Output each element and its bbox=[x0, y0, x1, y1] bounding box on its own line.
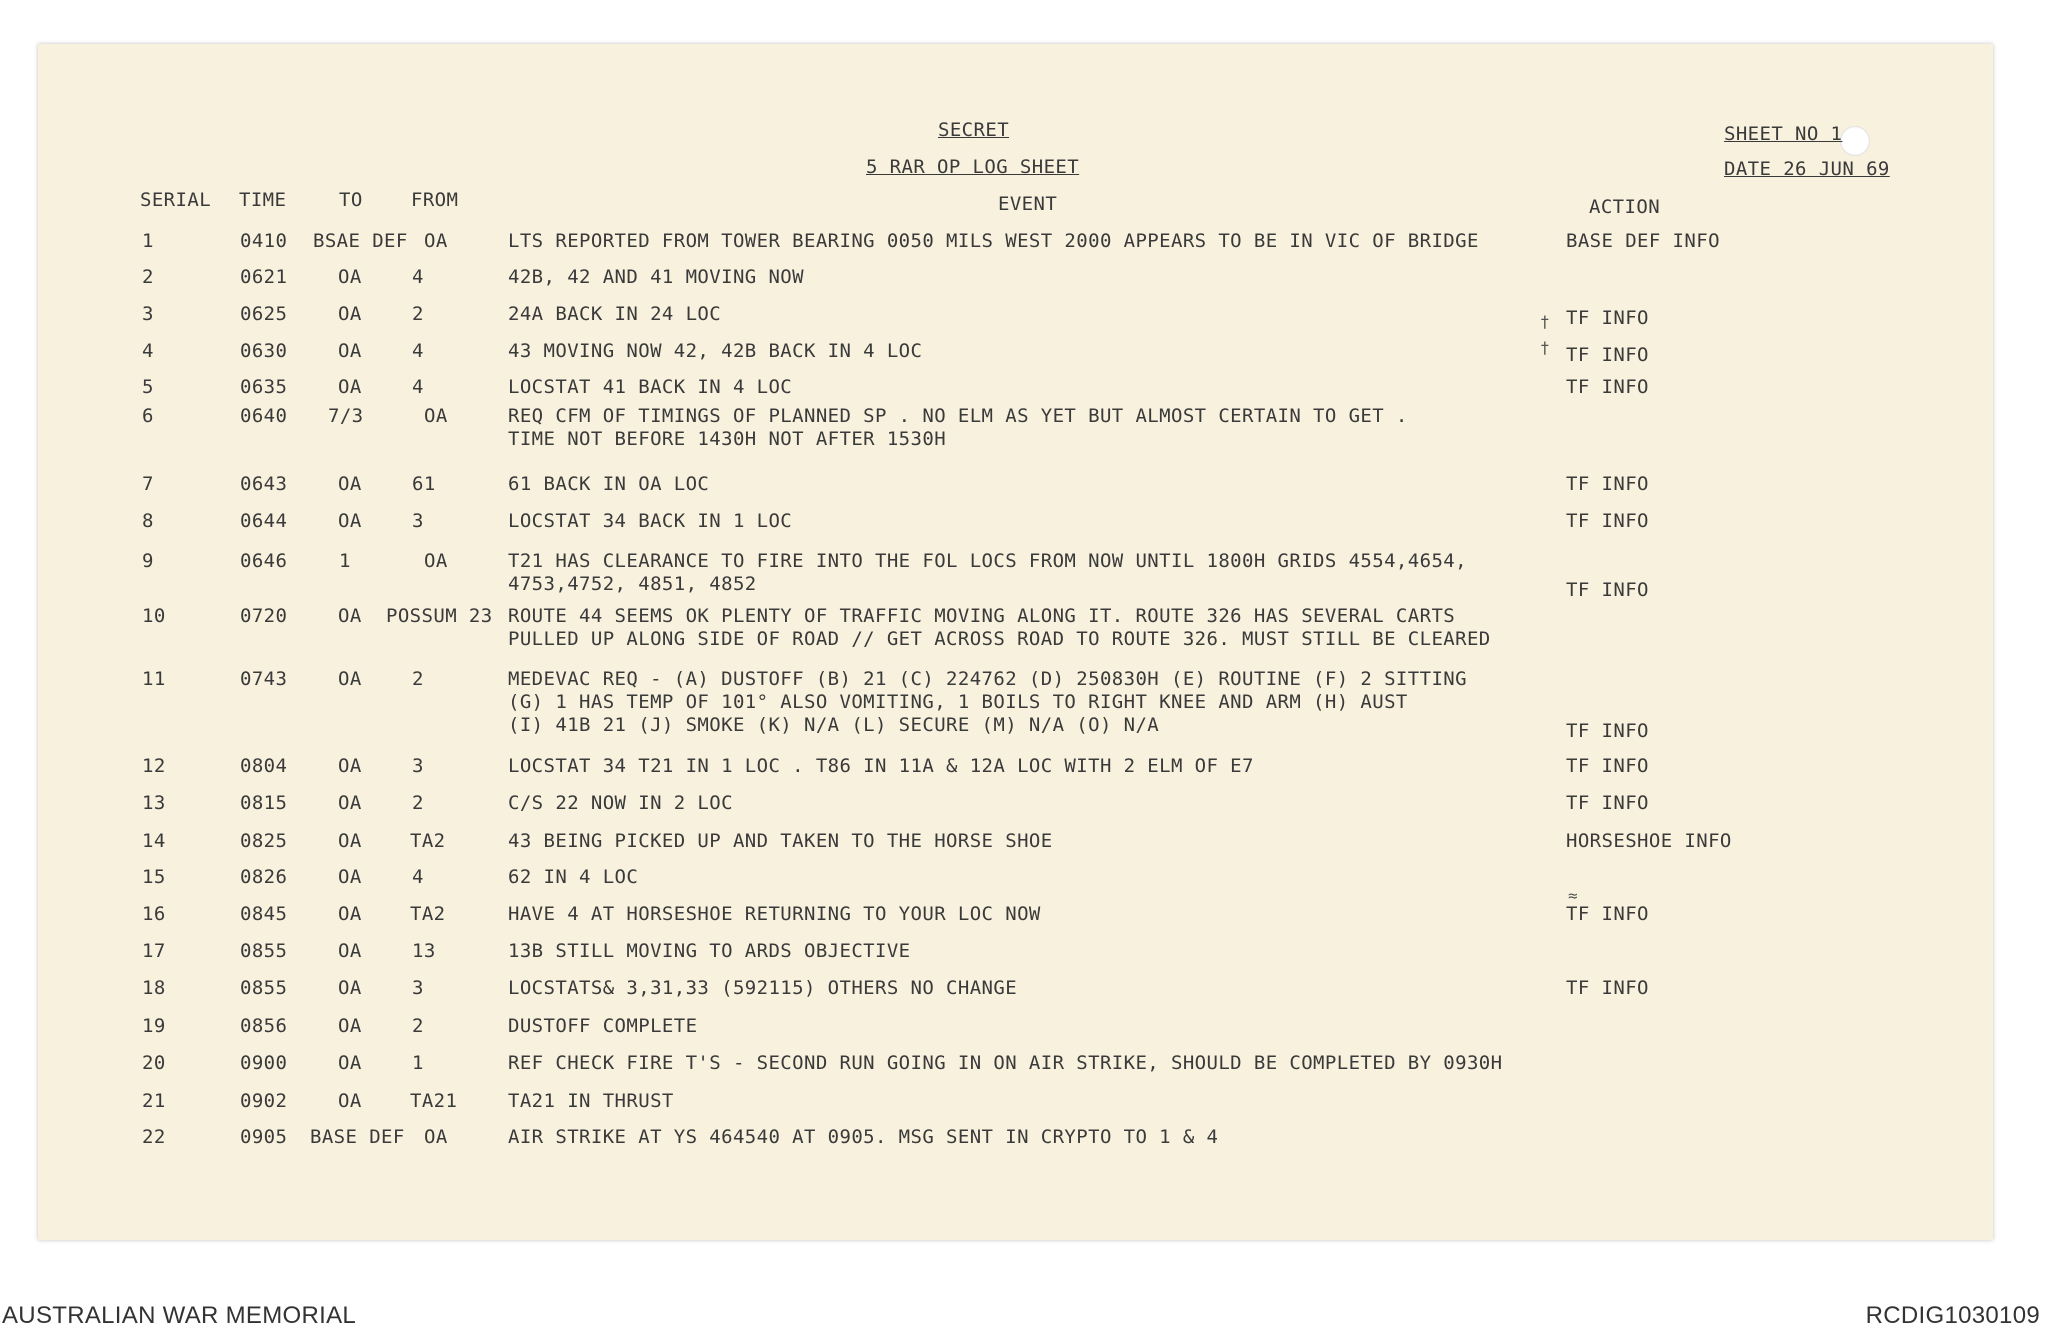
entry-event-line: HAVE 4 AT HORSESHOE RETURNING TO YOUR LOC NOW bbox=[508, 903, 1041, 925]
entry-event-line: 62 IN 4 LOC bbox=[508, 866, 639, 888]
entry-from: 3 bbox=[412, 755, 424, 777]
entry-serial: 7 bbox=[142, 473, 154, 495]
entry-from: 4 bbox=[412, 376, 424, 398]
entry-time: 0625 bbox=[240, 303, 288, 325]
entry-from: 1 bbox=[412, 1052, 424, 1074]
entry-serial: 3 bbox=[142, 303, 154, 325]
entry-action: TF INFO bbox=[1566, 755, 1649, 777]
entry-time: 0643 bbox=[240, 473, 288, 495]
entry-from: TA21 bbox=[410, 1090, 458, 1112]
entry-serial: 8 bbox=[142, 510, 154, 532]
column-header-to: TO bbox=[339, 189, 363, 211]
entry-serial: 16 bbox=[142, 903, 166, 925]
entry-event-line: 4753,4752, 4851, 4852 bbox=[508, 573, 757, 595]
ink-mark: † bbox=[1540, 338, 1550, 357]
punch-hole bbox=[1840, 126, 1870, 156]
entry-to: OA bbox=[338, 903, 362, 925]
entry-action: TF INFO bbox=[1566, 720, 1649, 742]
entry-to: BASE DEF bbox=[310, 1126, 405, 1148]
entry-event-line: AIR STRIKE AT YS 464540 AT 0905. MSG SENT IN CRYPTO TO 1 & 4 bbox=[508, 1126, 1219, 1148]
entry-to: OA bbox=[338, 1015, 362, 1037]
sheet-date: DATE 26 JUN 69 bbox=[1724, 158, 1890, 180]
entry-serial: 13 bbox=[142, 792, 166, 814]
entry-to: OA bbox=[338, 1090, 362, 1112]
entry-action: TF INFO bbox=[1566, 977, 1649, 999]
ink-mark: ≈ bbox=[1568, 886, 1578, 905]
entry-to: 7/3 bbox=[328, 405, 364, 427]
entry-to: 1 bbox=[339, 550, 351, 572]
entry-time: 0640 bbox=[240, 405, 288, 427]
entry-serial: 17 bbox=[142, 940, 166, 962]
entry-serial: 15 bbox=[142, 866, 166, 888]
entry-action: HORSESHOE INFO bbox=[1566, 830, 1732, 852]
entry-from: 3 bbox=[412, 977, 424, 999]
entry-from: 2 bbox=[412, 303, 424, 325]
entry-to: OA bbox=[338, 473, 362, 495]
entry-event-line: LOCSTAT 34 BACK IN 1 LOC bbox=[508, 510, 793, 532]
entry-time: 0845 bbox=[240, 903, 288, 925]
entry-from: POSSUM 23 bbox=[386, 605, 493, 627]
entry-time: 0855 bbox=[240, 977, 288, 999]
entry-event-line: REQ CFM OF TIMINGS OF PLANNED SP . NO ELM AS YET BUT ALMOST CERTAIN TO GET . bbox=[508, 405, 1408, 427]
entry-serial: 6 bbox=[142, 405, 154, 427]
entry-to: OA bbox=[338, 668, 362, 690]
entry-time: 0630 bbox=[240, 340, 288, 362]
entry-event-line: TA21 IN THRUST bbox=[508, 1090, 674, 1112]
entry-action: TF INFO bbox=[1566, 510, 1649, 532]
entry-event-line: LTS REPORTED FROM TOWER BEARING 0050 MILS WEST 2000 APPEARS TO BE IN VIC OF BRIDGE bbox=[508, 230, 1479, 252]
entry-from: 2 bbox=[412, 792, 424, 814]
entry-event-line: LOCSTATS& 3,31,33 (592115) OTHERS NO CHANGE bbox=[508, 977, 1018, 999]
entry-time: 0905 bbox=[240, 1126, 288, 1148]
entry-event-line: LOCSTAT 34 T21 IN 1 LOC . T86 IN 11A & 12A LOC WITH 2 ELM OF E7 bbox=[508, 755, 1254, 777]
entry-event-line: 61 BACK IN OA LOC bbox=[508, 473, 710, 495]
entry-event-line: 24A BACK IN 24 LOC bbox=[508, 303, 722, 325]
entry-from: TA2 bbox=[410, 830, 446, 852]
column-header-serial: SERIAL bbox=[140, 189, 212, 211]
entry-time: 0720 bbox=[240, 605, 288, 627]
entry-time: 0900 bbox=[240, 1052, 288, 1074]
entry-time: 0815 bbox=[240, 792, 288, 814]
footer-identifier: RCDIG1030109 bbox=[1865, 1302, 2040, 1329]
entry-time: 0646 bbox=[240, 550, 288, 572]
entry-event-line: (I) 41B 21 (J) SMOKE (K) N/A (L) SECURE (M) N/A (O) N/A bbox=[508, 714, 1160, 736]
entry-serial: 11 bbox=[142, 668, 166, 690]
entry-from: 4 bbox=[412, 866, 424, 888]
entry-time: 0410 bbox=[240, 230, 288, 252]
entry-from: OA bbox=[424, 405, 448, 427]
entry-serial: 14 bbox=[142, 830, 166, 852]
entry-action: TF INFO bbox=[1566, 344, 1649, 366]
entry-serial: 4 bbox=[142, 340, 154, 362]
entry-serial: 19 bbox=[142, 1015, 166, 1037]
sheet-title: 5 RAR OP LOG SHEET bbox=[866, 156, 1080, 178]
entry-serial: 22 bbox=[142, 1126, 166, 1148]
entry-to: OA bbox=[338, 266, 362, 288]
entry-serial: 10 bbox=[142, 605, 166, 627]
entry-event-line: 43 MOVING NOW 42, 42B BACK IN 4 LOC bbox=[508, 340, 923, 362]
entry-event-line: 13B STILL MOVING TO ARDS OBJECTIVE bbox=[508, 940, 911, 962]
entry-event-line: T21 HAS CLEARANCE TO FIRE INTO THE FOL LOCS FROM NOW UNTIL 1800H GRIDS 4554,4654, bbox=[508, 550, 1467, 572]
entry-time: 0644 bbox=[240, 510, 288, 532]
entry-serial: 21 bbox=[142, 1090, 166, 1112]
entry-event-line: TIME NOT BEFORE 1430H NOT AFTER 1530H bbox=[508, 428, 947, 450]
sheet-number: SHEET NO 1 bbox=[1724, 123, 1843, 145]
entry-serial: 1 bbox=[142, 230, 154, 252]
column-header-from: FROM bbox=[411, 189, 459, 211]
entry-to: OA bbox=[338, 303, 362, 325]
entry-event-line: PULLED UP ALONG SIDE OF ROAD // GET ACROSS ROAD TO ROUTE 326. MUST STILL BE CLEARED bbox=[508, 628, 1491, 650]
entry-time: 0825 bbox=[240, 830, 288, 852]
entry-action: TF INFO bbox=[1566, 473, 1649, 495]
entry-serial: 5 bbox=[142, 376, 154, 398]
entry-time: 0621 bbox=[240, 266, 288, 288]
entry-event-line: ROUTE 44 SEEMS OK PLENTY OF TRAFFIC MOVING ALONG IT. ROUTE 326 HAS SEVERAL CARTS bbox=[508, 605, 1456, 627]
entry-serial: 2 bbox=[142, 266, 154, 288]
entry-action: TF INFO bbox=[1566, 903, 1649, 925]
entry-to: OA bbox=[338, 340, 362, 362]
entry-from: 13 bbox=[412, 940, 436, 962]
entry-from: OA bbox=[424, 230, 448, 252]
entry-to: OA bbox=[338, 1052, 362, 1074]
entry-to: OA bbox=[338, 376, 362, 398]
entry-to: OA bbox=[338, 755, 362, 777]
entry-time: 0856 bbox=[240, 1015, 288, 1037]
entry-time: 0826 bbox=[240, 866, 288, 888]
entry-action: TF INFO bbox=[1566, 792, 1649, 814]
entry-from: 4 bbox=[412, 340, 424, 362]
entry-to: OA bbox=[338, 977, 362, 999]
classification-heading: SECRET bbox=[938, 119, 1010, 141]
entry-serial: 18 bbox=[142, 977, 166, 999]
entry-from: TA2 bbox=[410, 903, 446, 925]
entry-time: 0902 bbox=[240, 1090, 288, 1112]
entry-event-line: 42B, 42 AND 41 MOVING NOW bbox=[508, 266, 804, 288]
entry-to: OA bbox=[338, 940, 362, 962]
ink-mark: † bbox=[1540, 312, 1550, 331]
entry-from: 2 bbox=[412, 668, 424, 690]
entry-time: 0743 bbox=[240, 668, 288, 690]
entry-event-line: MEDEVAC REQ - (A) DUSTOFF (B) 21 (C) 224762 (D) 250830H (E) ROUTINE (F) 2 SITTING bbox=[508, 668, 1467, 690]
column-header-time: TIME bbox=[239, 189, 287, 211]
entry-serial: 9 bbox=[142, 550, 154, 572]
entry-to: OA bbox=[338, 510, 362, 532]
entry-to: OA bbox=[338, 605, 362, 627]
entry-action: TF INFO bbox=[1566, 307, 1649, 329]
entry-to: OA bbox=[338, 792, 362, 814]
entry-event-line: REF CHECK FIRE T'S - SECOND RUN GOING IN ON AIR STRIKE, SHOULD BE COMPLETED BY 0930H bbox=[508, 1052, 1503, 1074]
entry-to: BSAE DEF bbox=[313, 230, 408, 252]
entry-from: OA bbox=[424, 1126, 448, 1148]
entry-serial: 12 bbox=[142, 755, 166, 777]
entry-time: 0635 bbox=[240, 376, 288, 398]
entry-time: 0855 bbox=[240, 940, 288, 962]
entry-time: 0804 bbox=[240, 755, 288, 777]
entry-from: 2 bbox=[412, 1015, 424, 1037]
entry-from: 61 bbox=[412, 473, 436, 495]
entry-event-line: DUSTOFF COMPLETE bbox=[508, 1015, 698, 1037]
entry-to: OA bbox=[338, 866, 362, 888]
entry-event-line: LOCSTAT 41 BACK IN 4 LOC bbox=[508, 376, 793, 398]
entry-from: 3 bbox=[412, 510, 424, 532]
entry-from: 4 bbox=[412, 266, 424, 288]
entry-event-line: (G) 1 HAS TEMP OF 101° ALSO VOMITING, 1 BOILS TO RIGHT KNEE AND ARM (H) AUST bbox=[508, 691, 1408, 713]
entry-event-line: 43 BEING PICKED UP AND TAKEN TO THE HORSE SHOE bbox=[508, 830, 1053, 852]
entry-event-line: C/S 22 NOW IN 2 LOC bbox=[508, 792, 733, 814]
entry-action: BASE DEF INFO bbox=[1566, 230, 1720, 252]
entry-from: OA bbox=[424, 550, 448, 572]
entry-serial: 20 bbox=[142, 1052, 166, 1074]
entry-action: TF INFO bbox=[1566, 376, 1649, 398]
column-header-action: ACTION bbox=[1589, 196, 1661, 218]
footer-institution: AUSTRALIAN WAR MEMORIAL bbox=[2, 1302, 357, 1329]
entry-to: OA bbox=[338, 830, 362, 852]
entry-action: TF INFO bbox=[1566, 579, 1649, 601]
column-header-event: EVENT bbox=[998, 193, 1058, 215]
